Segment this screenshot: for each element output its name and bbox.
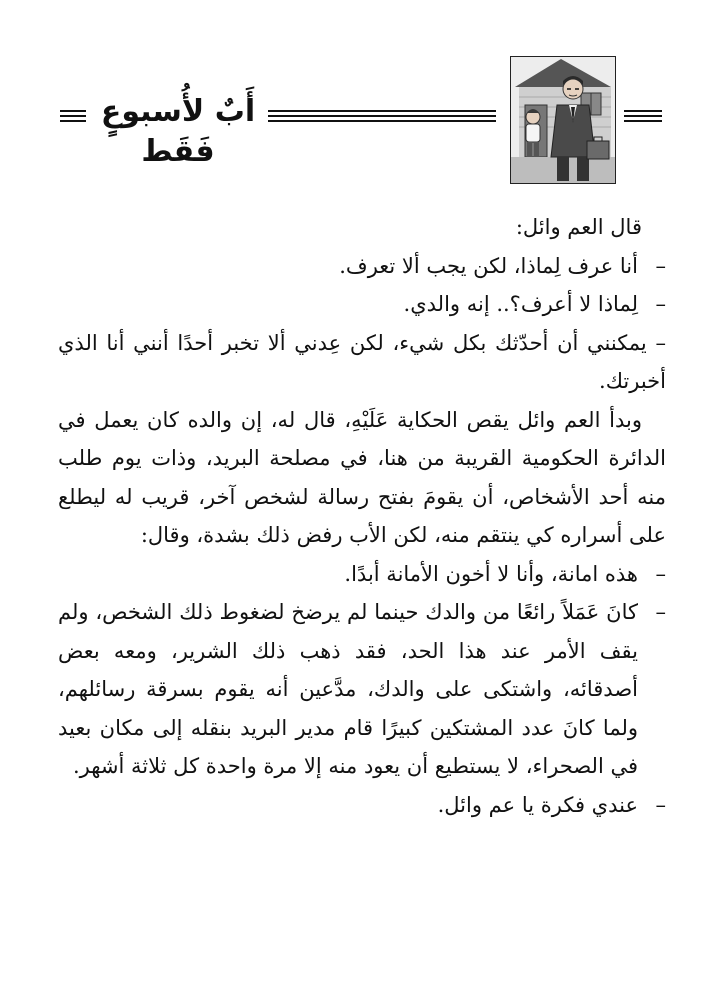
dialogue-dash: – <box>655 792 666 817</box>
decorative-rule-right <box>624 110 662 122</box>
dialogue-dash: – <box>655 561 666 586</box>
dialogue-line: – يمكنني أن أحدّثك بكل شيء، لكن عِدني ألا تخبر أحدًا أنني أنا الذي أخبرتك. <box>58 330 666 393</box>
chapter-title: أَبٌ لأُسبوعٍ فَقَط <box>100 94 256 169</box>
dialogue-line: – لِماذا لا أعرف؟.. إنه والدي. <box>58 285 666 324</box>
quote-line: – هذه امانة، وأنا لا أخون الأمانة أبدًا. <box>58 555 666 594</box>
dialogue-line: – عندي فكرة يا عم وائل. <box>58 786 666 825</box>
narration-paragraph: وبدأ العم وائل يقص الحكاية عَلَيْهِ، قال له، إن والده كان يعمل في الدائرة الحكومية القريبة من هنا، في مصلحة البريد، وذات يوم طلب منه أحد الأشخاص، أن يقومَ بفتح رسالة لشخص آخر، قريب له ليطلع على أسراره كي ينتقم منه، لكن الأب رفض ذلك بشدة، وقال: <box>58 407 666 547</box>
chapter-illustration <box>510 56 616 184</box>
dialogue-dash: – <box>655 292 666 316</box>
man-with-child-house-illustration-icon <box>511 57 615 183</box>
decorative-rule-left <box>60 110 86 122</box>
dialogue-dash: – <box>655 330 666 355</box>
dialogue-intro: قال العم وائل: <box>515 215 642 239</box>
dialogue-line: – أنا عرف لِماذا، لكن يجب ألا تعرف. <box>58 247 666 286</box>
decorative-rule-middle <box>268 110 496 122</box>
dialogue-dash: – <box>655 600 666 624</box>
story-text <box>58 208 666 824</box>
dialogue-dash: – <box>655 253 666 278</box>
quote-paragraph: – كانَ عَمَلاً رائعًا من والدك حينما لم يرضخ لضغوط ذلك الشخص، ولم يقف الأمر عند هذا الحد، فقد ذهب ذلك الشرير، ومعه بعض أصدقائه، واشتكى على والدك، مدَّعين أنه يقوم بسرقة رسائلهم، ولما كانَ عدد المشتكين كبيرًا قام مدير البريد بنقله إلى مكان بعيد في الصحراء، لا يستطيع أن يعود منه إلا مرة واحدة كل ثلاثة أشهر. <box>58 593 666 786</box>
chapter-header <box>0 56 720 184</box>
